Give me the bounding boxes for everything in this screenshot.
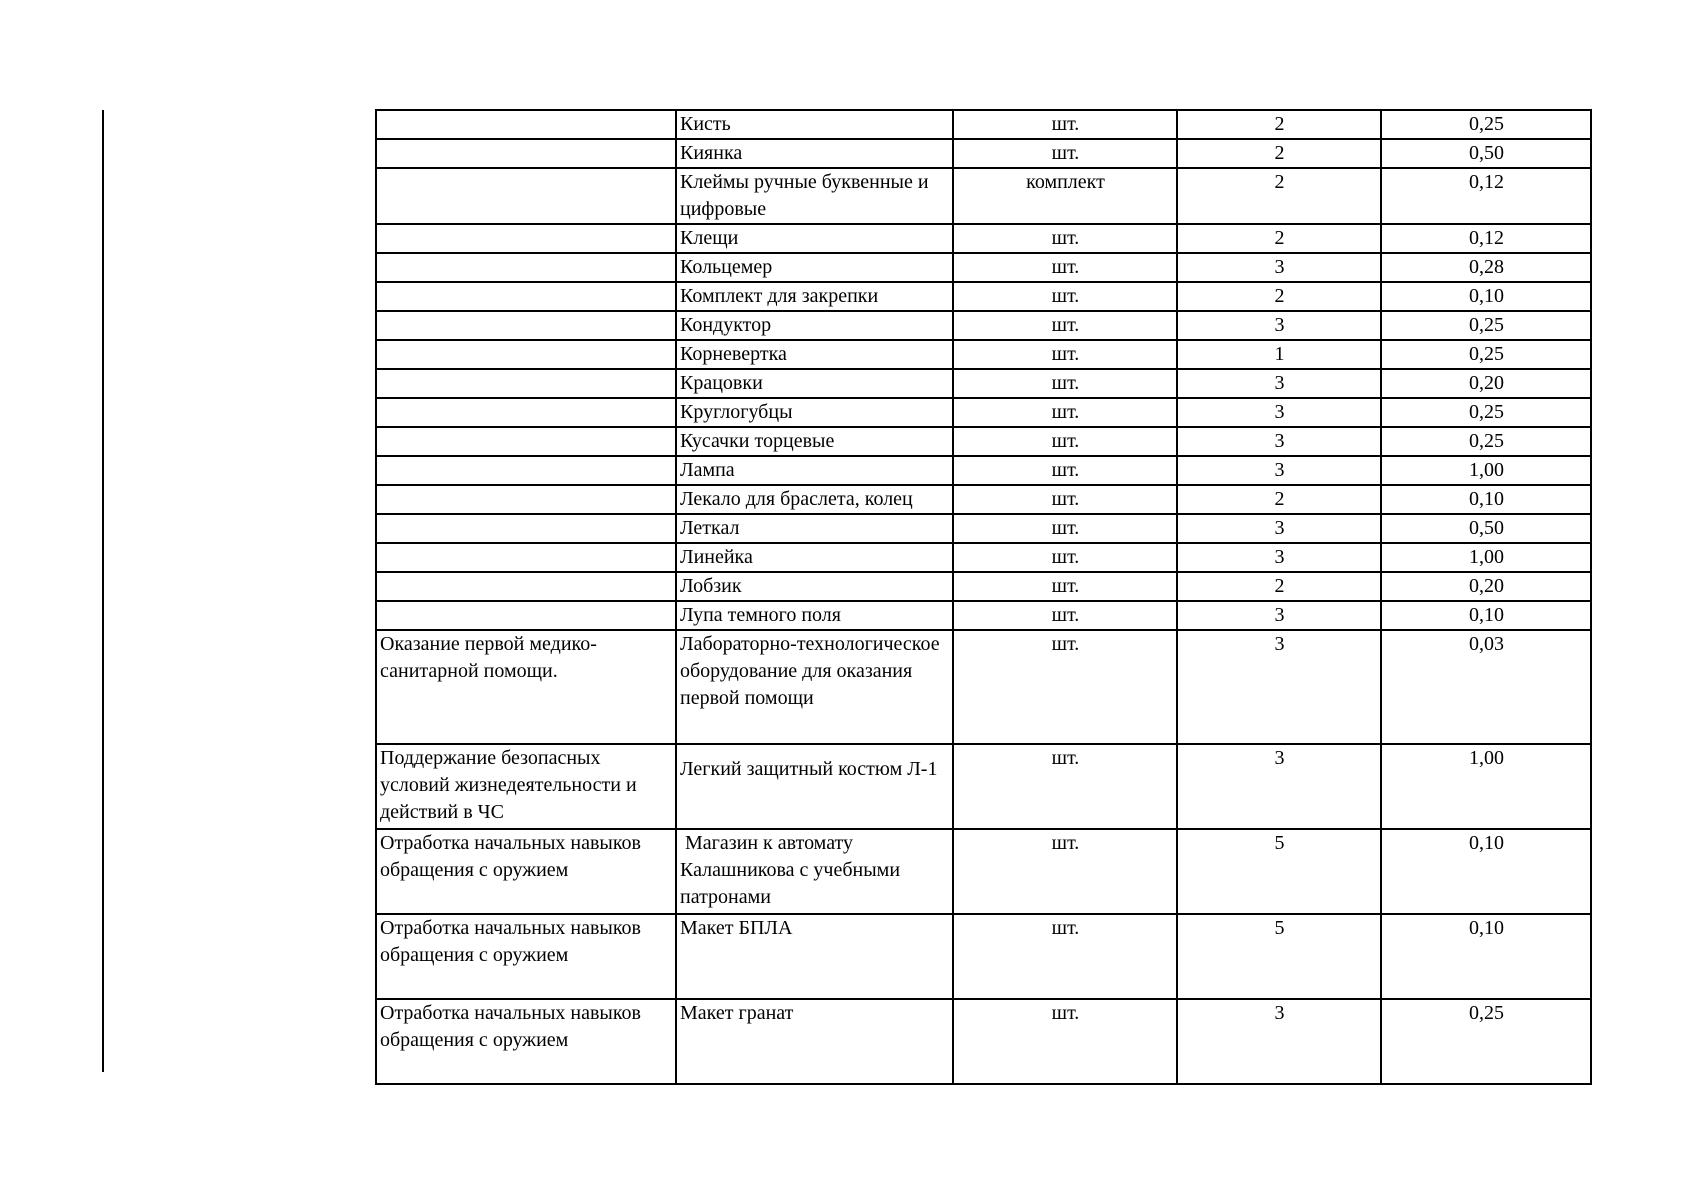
item-cell: Клещи — [676, 224, 953, 253]
table-row — [376, 601, 1591, 630]
quantity-cell: 3 — [1177, 398, 1381, 427]
value-cell: 0,25 — [1381, 427, 1591, 456]
activity-cell — [376, 427, 676, 456]
quantity-cell: 3 — [1177, 253, 1381, 282]
activity-cell — [376, 485, 676, 514]
unit-cell: шт. — [953, 744, 1177, 829]
quantity-cell: 2 — [1177, 282, 1381, 311]
item-cell: Магазин к автомату Калашникова с учебными патронами — [676, 829, 953, 914]
quantity-cell: 3 — [1177, 630, 1381, 744]
quantity-cell: 3 — [1177, 543, 1381, 572]
table-row — [376, 340, 1591, 369]
unit-cell: шт. — [953, 914, 1177, 999]
activity-cell — [376, 456, 676, 485]
activity-cell: Отработка начальных навыков обращения с оружием — [376, 829, 676, 914]
table-row — [376, 543, 1591, 572]
item-cell: Лабораторно-технологическое оборудование для оказания первой помощи — [676, 630, 953, 744]
table-row — [376, 456, 1591, 485]
item-cell: Клеймы ручные буквенные и цифровые — [676, 168, 953, 224]
value-cell: 0,25 — [1381, 340, 1591, 369]
table-row — [376, 514, 1591, 543]
activity-cell — [376, 282, 676, 311]
unit-cell: шт. — [953, 630, 1177, 744]
activity-cell: Оказание первой медико-санитарной помощи. — [376, 630, 676, 744]
quantity-cell: 2 — [1177, 139, 1381, 168]
unit-cell: шт. — [953, 427, 1177, 456]
activity-cell — [376, 110, 676, 139]
value-cell: 1,00 — [1381, 744, 1591, 829]
value-cell: 0,20 — [1381, 369, 1591, 398]
activity-cell: Отработка начальных навыков обращения с оружием — [376, 914, 676, 999]
unit-cell: шт. — [953, 311, 1177, 340]
table-row — [376, 999, 1591, 1084]
table-row — [376, 282, 1591, 311]
item-cell: Киянка — [676, 139, 953, 168]
unit-cell: шт. — [953, 572, 1177, 601]
item-cell: Линейка — [676, 543, 953, 572]
quantity-cell: 2 — [1177, 485, 1381, 514]
unit-cell: шт. — [953, 224, 1177, 253]
table-row — [376, 253, 1591, 282]
item-cell: Лобзик — [676, 572, 953, 601]
value-cell: 0,25 — [1381, 110, 1591, 139]
item-cell: Кондуктор — [676, 311, 953, 340]
unit-cell: шт. — [953, 829, 1177, 914]
activity-cell — [376, 139, 676, 168]
value-cell: 0,25 — [1381, 398, 1591, 427]
activity-cell: Поддержание безопасных условий жизнедеятельности и действий в ЧС — [376, 744, 676, 829]
table-row — [376, 110, 1591, 139]
activity-cell — [376, 311, 676, 340]
item-cell: Леткал — [676, 514, 953, 543]
quantity-cell: 5 — [1177, 829, 1381, 914]
value-cell: 0,10 — [1381, 829, 1591, 914]
unit-cell: шт. — [953, 543, 1177, 572]
unit-cell: шт. — [953, 456, 1177, 485]
quantity-cell: 5 — [1177, 914, 1381, 999]
quantity-cell: 3 — [1177, 456, 1381, 485]
activity-cell — [376, 572, 676, 601]
unit-cell: шт. — [953, 369, 1177, 398]
table-row — [376, 139, 1591, 168]
quantity-cell: 2 — [1177, 110, 1381, 139]
unit-cell: шт. — [953, 110, 1177, 139]
activity-cell — [376, 543, 676, 572]
quantity-cell: 2 — [1177, 572, 1381, 601]
unit-cell: шт. — [953, 340, 1177, 369]
item-cell: Лекало для браслета, колец — [676, 485, 953, 514]
quantity-cell: 3 — [1177, 514, 1381, 543]
inventory-table — [375, 109, 1592, 1085]
unit-cell: шт. — [953, 139, 1177, 168]
unit-cell: шт. — [953, 601, 1177, 630]
quantity-cell: 3 — [1177, 369, 1381, 398]
item-cell: Лупа темного поля — [676, 601, 953, 630]
activity-cell — [376, 168, 676, 224]
item-cell: Лампа — [676, 456, 953, 485]
item-cell: Кусачки торцевые — [676, 427, 953, 456]
table-row — [376, 914, 1591, 999]
item-cell: Кольцемер — [676, 253, 953, 282]
unit-cell: комплект — [953, 168, 1177, 224]
item-cell: Легкий защитный костюм Л-1 — [676, 744, 953, 829]
value-cell: 1,00 — [1381, 543, 1591, 572]
value-cell: 0,50 — [1381, 514, 1591, 543]
quantity-cell: 3 — [1177, 999, 1381, 1084]
unit-cell: шт. — [953, 999, 1177, 1084]
value-cell: 0,25 — [1381, 311, 1591, 340]
activity-cell — [376, 601, 676, 630]
activity-cell — [376, 398, 676, 427]
item-cell: Крацовки — [676, 369, 953, 398]
activity-cell — [376, 224, 676, 253]
activity-cell — [376, 253, 676, 282]
unit-cell: шт. — [953, 398, 1177, 427]
table-row — [376, 744, 1591, 829]
quantity-cell: 3 — [1177, 744, 1381, 829]
table-row — [376, 485, 1591, 514]
unit-cell: шт. — [953, 485, 1177, 514]
item-cell: Макет гранат — [676, 999, 953, 1084]
quantity-cell: 3 — [1177, 311, 1381, 340]
activity-cell — [376, 340, 676, 369]
item-cell: Корневертка — [676, 340, 953, 369]
unit-cell: шт. — [953, 253, 1177, 282]
table-row — [376, 369, 1591, 398]
activity-cell: Отработка начальных навыков обращения с оружием — [376, 999, 676, 1084]
unit-cell: шт. — [953, 514, 1177, 543]
quantity-cell: 1 — [1177, 340, 1381, 369]
table-row — [376, 829, 1591, 914]
quantity-cell: 2 — [1177, 168, 1381, 224]
value-cell: 0,25 — [1381, 999, 1591, 1084]
activity-cell — [376, 369, 676, 398]
value-cell: 0,12 — [1381, 168, 1591, 224]
table-row — [376, 224, 1591, 253]
value-cell: 0,50 — [1381, 139, 1591, 168]
table-row — [376, 572, 1591, 601]
quantity-cell: 3 — [1177, 427, 1381, 456]
value-cell: 0,12 — [1381, 224, 1591, 253]
value-cell: 0,10 — [1381, 485, 1591, 514]
value-cell: 0,28 — [1381, 253, 1591, 282]
item-cell: Круглогубцы — [676, 398, 953, 427]
value-cell: 0,10 — [1381, 282, 1591, 311]
value-cell: 0,10 — [1381, 914, 1591, 999]
activity-cell — [376, 514, 676, 543]
item-cell: Макет БПЛА — [676, 914, 953, 999]
table-row — [376, 311, 1591, 340]
value-cell: 0,03 — [1381, 630, 1591, 744]
table-row — [376, 427, 1591, 456]
value-cell: 1,00 — [1381, 456, 1591, 485]
item-cell: Комплект для закрепки — [676, 282, 953, 311]
table-row — [376, 398, 1591, 427]
value-cell: 0,10 — [1381, 601, 1591, 630]
table-row — [376, 168, 1591, 224]
value-cell: 0,20 — [1381, 572, 1591, 601]
quantity-cell: 2 — [1177, 224, 1381, 253]
unit-cell: шт. — [953, 282, 1177, 311]
table-row — [376, 630, 1591, 744]
quantity-cell: 3 — [1177, 601, 1381, 630]
item-cell: Кисть — [676, 110, 953, 139]
margin-rule — [102, 110, 104, 1072]
